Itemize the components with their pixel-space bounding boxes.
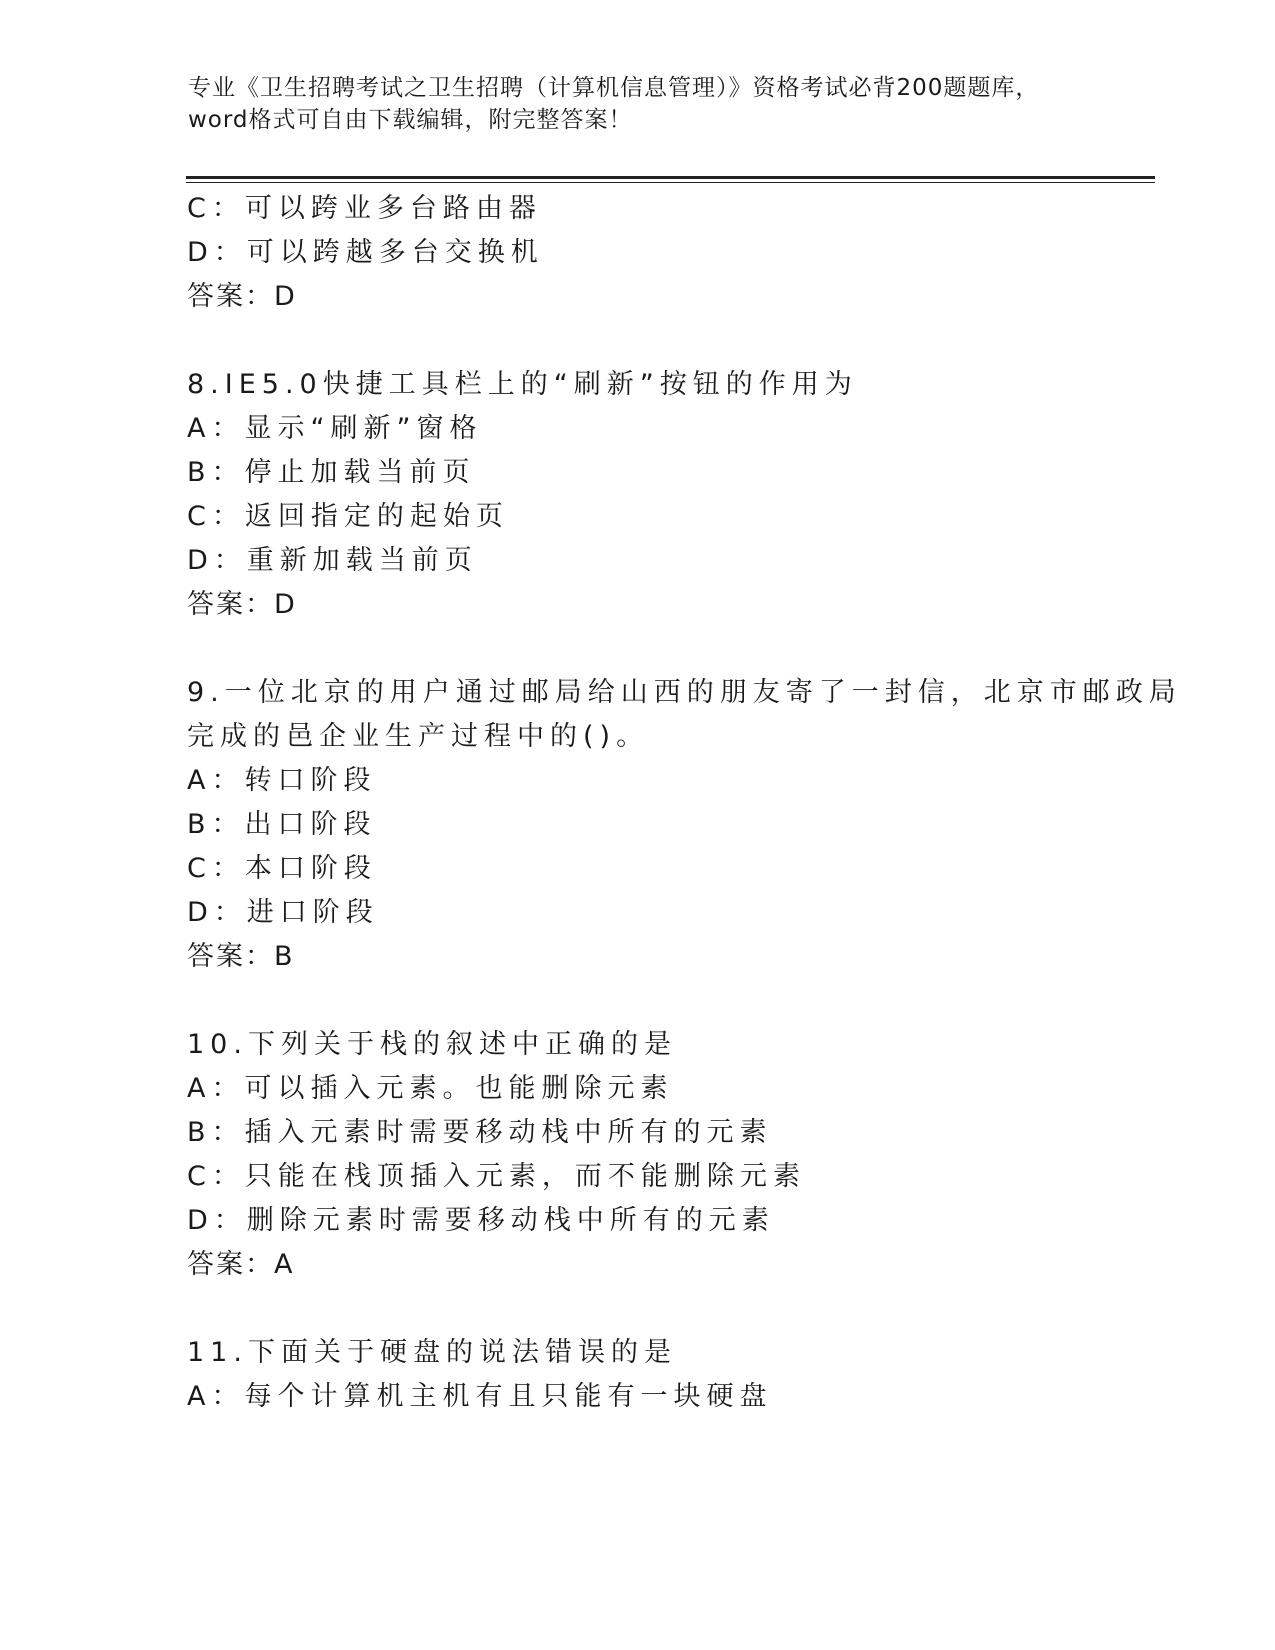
q10-option-d: D：删除元素时需要移动栈中所有的元素	[187, 1205, 775, 1236]
q8-option-a: A：显示“刷新”窗格	[187, 413, 483, 444]
q9-stem-line-1: 9.一位北京的用户通过邮局给山西的朋友寄了一封信，北京市邮政局	[187, 677, 1182, 708]
header-divider-thin	[186, 182, 1155, 183]
q9-stem-line-2: 完成的邑企业生产过程中的()。	[187, 721, 650, 752]
q9-option-c: C：本口阶段	[187, 853, 377, 884]
q10-stem: 10.下列关于栈的叙述中正确的是	[187, 1029, 677, 1060]
q11-option-a: A：每个计算机主机有且只能有一块硬盘	[187, 1381, 773, 1412]
header-line-1: 专业《卫生招聘考试之卫生招聘（计算机信息管理）》资格考试必背200题题库，	[188, 75, 1040, 101]
header-divider-thick	[186, 176, 1155, 179]
q8-option-d: D：重新加载当前页	[187, 545, 478, 576]
document-header	[188, 72, 1088, 136]
q7-answer: 答案：D	[187, 281, 297, 312]
q10-answer: 答案：A	[187, 1249, 295, 1280]
q7-option-d: D：可以跨越多台交换机	[187, 237, 544, 268]
q8-option-b: B：停止加载当前页	[187, 457, 476, 488]
q11-stem: 11.下面关于硬盘的说法错误的是	[187, 1337, 677, 1368]
q7-option-c: C：可以跨业多台路由器	[187, 193, 542, 224]
q10-option-c: C：只能在栈顶插入元素，而不能删除元素	[187, 1161, 806, 1192]
q8-answer: 答案：D	[187, 589, 297, 620]
q10-option-b: B：插入元素时需要移动栈中所有的元素	[187, 1117, 773, 1148]
q8-option-c: C：返回指定的起始页	[187, 501, 509, 532]
q10-option-a: A：可以插入元素。也能删除元素	[187, 1073, 674, 1104]
q9-option-a: A：转口阶段	[187, 765, 377, 796]
q9-option-d: D：进口阶段	[187, 897, 379, 928]
q9-answer: 答案：B	[187, 941, 295, 972]
header-line-2: word格式可自由下载编辑，附完整答案！	[188, 107, 633, 133]
q9-option-b: B：出口阶段	[187, 809, 377, 840]
q8-stem: 8.IE5.0快捷工具栏上的“刷新”按钮的作用为	[187, 369, 858, 400]
